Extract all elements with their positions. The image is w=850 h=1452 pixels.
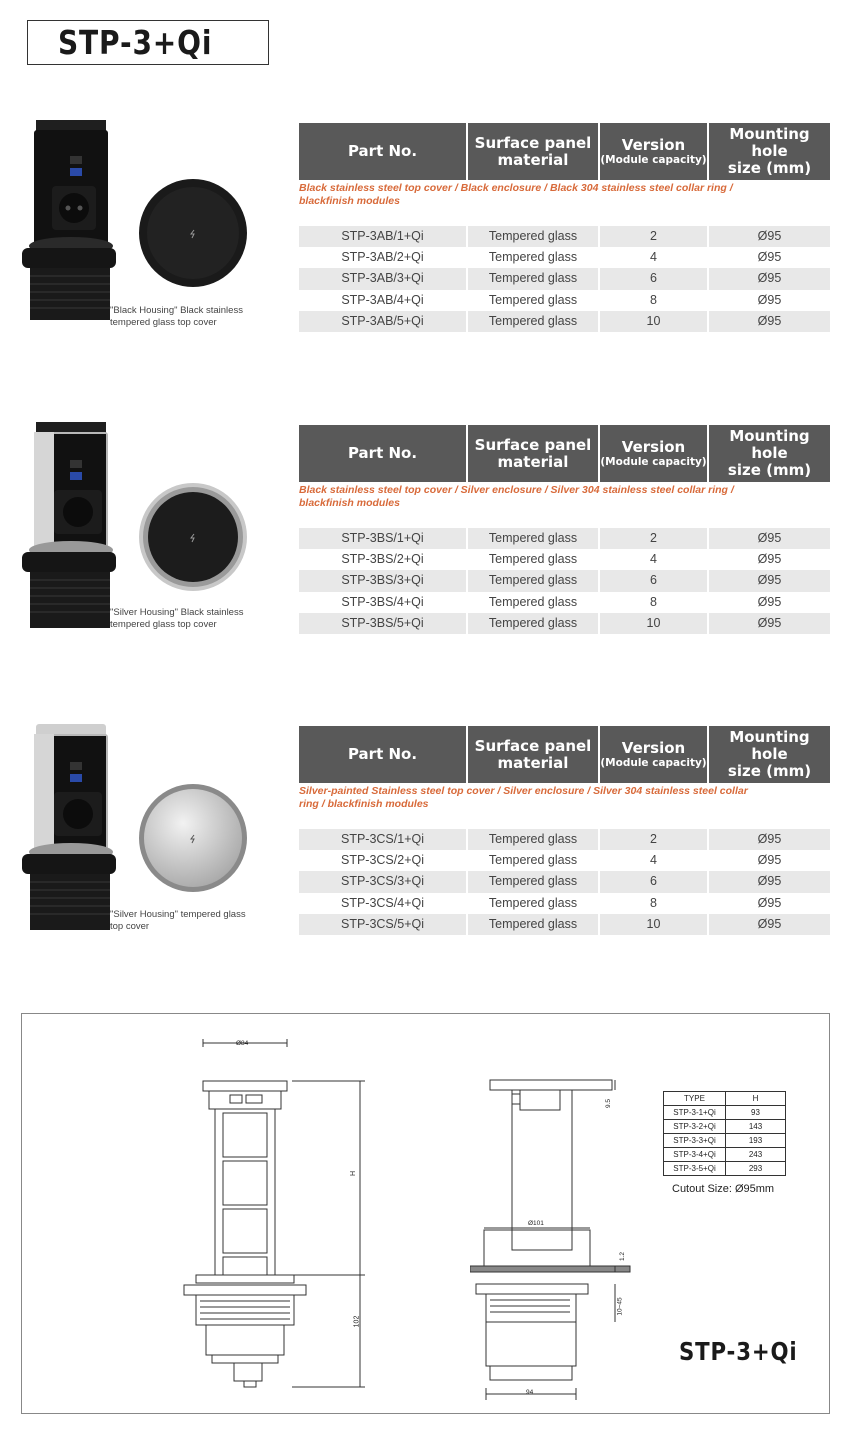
side-view-drawing: [470, 1070, 650, 1410]
cell-version: 4: [650, 552, 657, 567]
table-row: [299, 914, 830, 935]
caption-line: tempered glass top cover: [110, 619, 217, 630]
cell-hole: Ø95: [757, 895, 782, 910]
product-caption: [110, 305, 243, 329]
cell-hole: Ø95: [757, 229, 782, 243]
cell-h: 243: [726, 1148, 786, 1162]
cell-hole: Ø95: [757, 573, 782, 588]
header-mounting-hole: [709, 123, 830, 180]
table-row: [299, 528, 830, 549]
cell-hole: Ø95: [757, 313, 782, 328]
header-surface-panel: [468, 123, 598, 180]
product-image-silver-housing-silver-cover: [18, 722, 118, 934]
header-label: Version: [621, 739, 686, 757]
table-row: [299, 613, 830, 634]
cell-part: STP-3CS/4+Qi: [340, 895, 424, 910]
dim-diameter-84: Ø84: [236, 1040, 249, 1047]
header-label: Surface panel: [474, 435, 592, 454]
cell-material: Tempered glass: [488, 916, 578, 931]
header-label: Part No.: [347, 745, 418, 763]
cell-material: Tempered glass: [488, 250, 578, 265]
cell-material: Tempered glass: [488, 573, 578, 588]
table-row: [299, 850, 830, 871]
cell-part: STP-3CS/5+Qi: [340, 916, 424, 931]
finish-note: Black stainless steel top cover / Black enclosure / Black 304 stainless steel collar ring / blackfinish modules: [299, 182, 733, 207]
cell-material: Tempered glass: [488, 531, 578, 545]
caption-line: "Silver Housing" tempered glass: [110, 909, 246, 920]
caption-line: top cover: [110, 921, 150, 932]
header-mounting-hole: [709, 726, 830, 783]
cell-material: Tempered glass: [488, 853, 578, 868]
cell-version: 6: [650, 874, 657, 889]
header-label: size (mm): [727, 159, 812, 177]
table-row: [299, 311, 830, 332]
header-sublabel: (Module capacity): [600, 456, 707, 468]
cell-hole: Ø95: [757, 552, 782, 567]
cell-version: 6: [650, 573, 657, 588]
header-version: [600, 123, 707, 180]
table-row: [299, 570, 830, 591]
table-row: [299, 893, 830, 914]
cell-part: STP-3BS/1+Qi: [341, 531, 424, 545]
table-row: [299, 268, 830, 289]
table-row: [664, 1134, 786, 1148]
table-header: [299, 123, 830, 180]
cell-version: 10: [646, 313, 661, 328]
cell-part: STP-3BS/3+Qi: [341, 573, 424, 588]
table-row: [299, 871, 830, 892]
dim-1-2: 1.2: [619, 1251, 627, 1262]
table-row: [299, 226, 830, 247]
header-mounting-hole: [709, 425, 830, 482]
cell-hole: Ø95: [757, 832, 782, 846]
cell-material: Tempered glass: [488, 229, 578, 243]
drawing-model-label: STP-3+Qi: [679, 1337, 798, 1366]
dim-94: 94: [526, 1389, 534, 1396]
header-label: material: [497, 452, 569, 471]
dim-diameter-101: Ø101: [528, 1220, 544, 1227]
header-sublabel: (Module capacity): [600, 154, 707, 166]
header-label: Surface panel: [474, 736, 592, 755]
cell-part: STP-3BS/5+Qi: [341, 615, 424, 630]
finish-note: Silver-painted Stainless steel top cover / Silver enclosure / Silver 304 stainless steel collar ring / blackfinish modules: [299, 785, 748, 810]
dim-102: 102: [353, 1315, 361, 1328]
cell-type: STP-3-1+Qi: [664, 1106, 726, 1120]
header-label: Mounting hole: [729, 427, 810, 462]
cell-part: STP-3CS/2+Qi: [340, 853, 424, 868]
finish-note: Black stainless steel top cover / Silver enclosure / Silver 304 stainless steel collar ring / blackfinish modules: [299, 484, 734, 509]
cutout-size-label: Cutout Size: Ø95mm: [672, 1183, 775, 1195]
cell-material: Tempered glass: [488, 615, 578, 630]
cell-hole: Ø95: [757, 874, 782, 889]
cell-version: 2: [650, 229, 657, 243]
type-height-table: [663, 1091, 786, 1176]
table-row: [299, 549, 830, 570]
cell-h: 193: [726, 1134, 786, 1148]
cell-version: 8: [650, 895, 657, 910]
header-label: Mounting hole: [729, 728, 810, 763]
cell-type: STP-3-3+Qi: [664, 1134, 726, 1148]
cell-h: 93: [726, 1106, 786, 1120]
cell-material: Tempered glass: [488, 313, 578, 328]
top-cover-silver-icon: [138, 783, 248, 893]
header-label: material: [497, 150, 569, 169]
top-cover-black-silver-ring-icon: [138, 482, 248, 592]
cell-hole: Ø95: [757, 853, 782, 868]
cell-h-header: H: [726, 1092, 786, 1106]
cell-material: Tempered glass: [488, 594, 578, 609]
dim-9-5: 9.5: [605, 1098, 613, 1109]
dim-h: H: [350, 1170, 358, 1177]
table-rows: [299, 829, 830, 935]
header-label: Surface panel: [474, 133, 592, 152]
header-version: [600, 726, 707, 783]
cell-version: 2: [650, 531, 657, 545]
header-label: size (mm): [727, 762, 812, 780]
cell-h: 293: [726, 1162, 786, 1176]
header-label: Part No.: [347, 142, 418, 160]
dim-10-45: 10~45: [616, 1297, 624, 1316]
table-header: [299, 726, 830, 783]
header-version: [600, 425, 707, 482]
header-label: Version: [621, 438, 686, 456]
table-row: [664, 1106, 786, 1120]
cell-hole: Ø95: [757, 271, 782, 286]
cell-part: STP-3BS/4+Qi: [341, 594, 424, 609]
cell-type: STP-3-5+Qi: [664, 1162, 726, 1176]
caption-line: "Silver Housing" Black stainless: [110, 607, 244, 618]
cell-material: Tempered glass: [488, 895, 578, 910]
header-label: Part No.: [347, 444, 418, 462]
table-row: [664, 1148, 786, 1162]
header-part-no: [299, 425, 466, 482]
product-image-black-housing: [18, 118, 118, 328]
cell-hole: Ø95: [757, 250, 782, 265]
product-image-silver-housing: [18, 420, 118, 632]
cell-material: Tempered glass: [488, 832, 578, 846]
cell-material: Tempered glass: [488, 874, 578, 889]
table-row: [299, 247, 830, 268]
cell-material: Tempered glass: [488, 271, 578, 286]
product-caption: [110, 607, 243, 631]
page-title-box: [27, 20, 269, 65]
table-row: [664, 1162, 786, 1176]
table-row: [664, 1120, 786, 1134]
cell-version: 6: [650, 271, 657, 286]
header-label: material: [497, 753, 569, 772]
cell-version: 10: [646, 916, 661, 931]
cell-type-header: TYPE: [664, 1092, 726, 1106]
cell-material: Tempered glass: [488, 292, 578, 307]
cell-version: 4: [650, 853, 657, 868]
cell-type: STP-3-4+Qi: [664, 1148, 726, 1162]
cell-hole: Ø95: [757, 615, 782, 630]
cell-type: STP-3-2+Qi: [664, 1120, 726, 1134]
header-label: Version: [621, 136, 686, 154]
page-title: STP-3+Qi: [58, 23, 213, 62]
cell-part: STP-3AB/4+Qi: [341, 292, 424, 307]
cell-version: 4: [650, 250, 657, 265]
cell-part: STP-3AB/5+Qi: [341, 313, 424, 328]
header-sublabel: (Module capacity): [600, 757, 707, 769]
cell-part: STP-3BS/2+Qi: [341, 552, 424, 567]
spec-table-silver-black: [299, 425, 830, 630]
header-label: size (mm): [727, 461, 812, 479]
caption-line: tempered glass top cover: [110, 317, 217, 328]
cell-material: Tempered glass: [488, 552, 578, 567]
cell-part: STP-3CS/1+Qi: [340, 832, 424, 846]
cell-hole: Ø95: [757, 531, 782, 545]
cell-version: 8: [650, 594, 657, 609]
cell-part: STP-3AB/3+Qi: [341, 271, 424, 286]
table-row: [664, 1092, 786, 1106]
table-header: [299, 425, 830, 482]
cell-hole: Ø95: [757, 916, 782, 931]
cell-version: 2: [650, 832, 657, 846]
header-surface-panel: [468, 726, 598, 783]
spec-table-black: [299, 123, 830, 328]
cell-part: STP-3CS/3+Qi: [340, 874, 424, 889]
top-cover-black-icon: [138, 178, 248, 288]
table-row: [299, 829, 830, 850]
cell-version: 8: [650, 292, 657, 307]
header-label: Mounting hole: [729, 125, 810, 160]
caption-line: "Black Housing" Black stainless: [110, 305, 243, 316]
table-rows: [299, 226, 830, 332]
spec-table-silver: [299, 726, 830, 931]
header-surface-panel: [468, 425, 598, 482]
cell-part: STP-3AB/1+Qi: [341, 229, 424, 243]
cell-h: 143: [726, 1120, 786, 1134]
front-view-drawing: [160, 1035, 390, 1410]
cell-part: STP-3AB/2+Qi: [341, 250, 424, 265]
header-part-no: [299, 726, 466, 783]
table-rows: [299, 528, 830, 634]
header-part-no: [299, 123, 466, 180]
cell-hole: Ø95: [757, 594, 782, 609]
cell-hole: Ø95: [757, 292, 782, 307]
table-row: [299, 290, 830, 311]
table-row: [299, 592, 830, 613]
cell-version: 10: [646, 615, 661, 630]
product-caption: [110, 909, 246, 933]
